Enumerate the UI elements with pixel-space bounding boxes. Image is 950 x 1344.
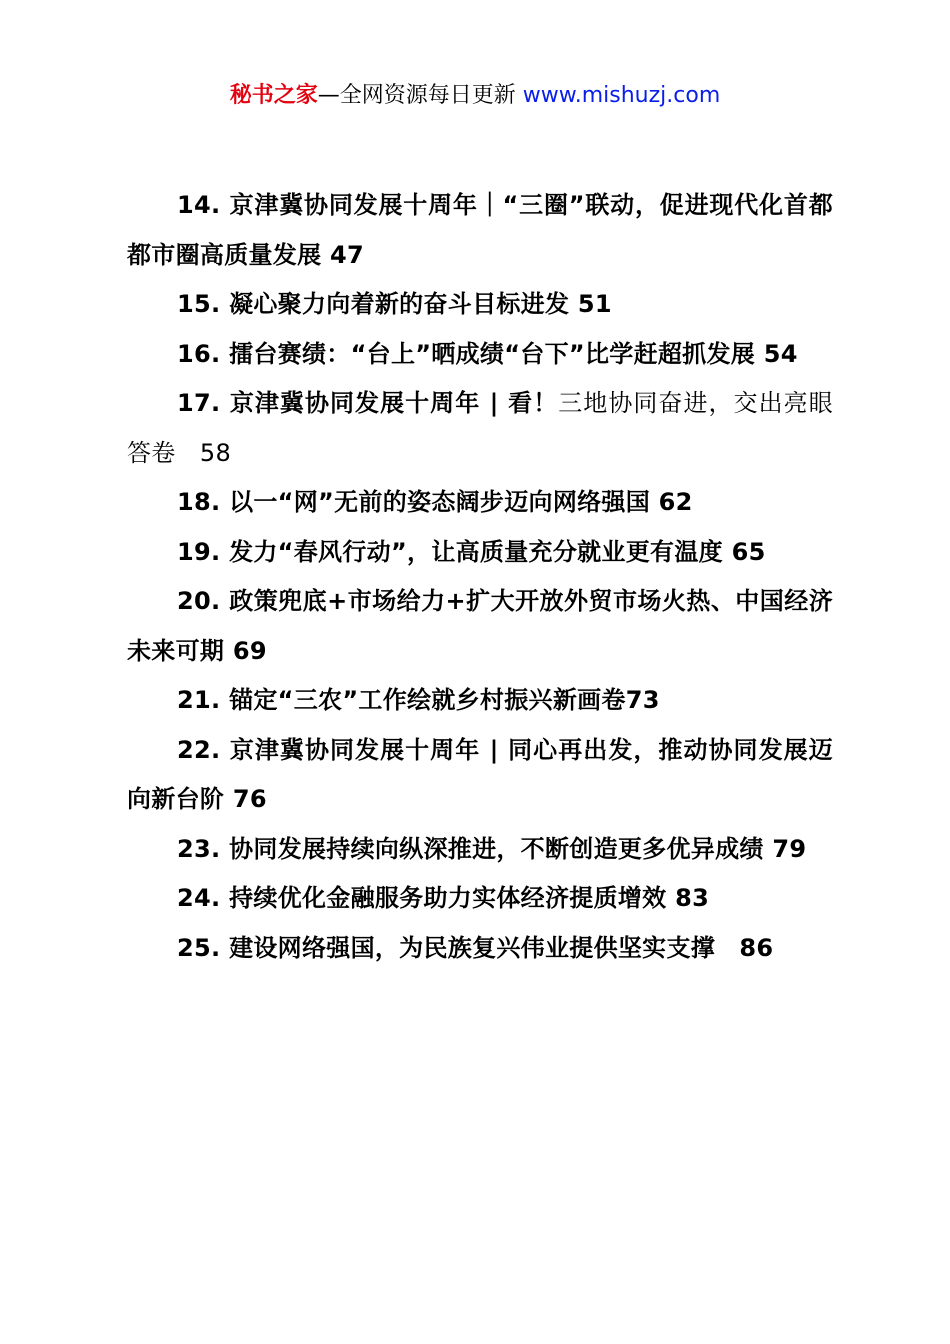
toc-entry-title: 15. 凝心聚力向着新的奋斗目标进发 51 [177,290,612,318]
toc-entry-title: 19. 发力“春风行动”，让高质量充分就业更有温度 65 [177,537,766,566]
table-of-contents [127,181,833,973]
toc-entry-22[interactable] [127,726,833,825]
site-tagline: —全网资源每日更新 [317,83,523,108]
site-brand: 秘书之家 [229,83,318,108]
site-url-link[interactable]: www.mishuzj.com [522,83,721,108]
toc-entry-title: 23. 协同发展持续向纵深推进，不断创造更多优异成绩 79 [177,834,807,863]
toc-entry-21[interactable] [127,676,833,726]
toc-entry-16[interactable] [127,330,833,380]
toc-entry-title: 21. 锚定“三农”工作绘就乡村振兴新画卷73 [177,686,660,714]
toc-entry-25[interactable] [127,924,833,974]
toc-entry-19[interactable] [127,528,833,578]
page-header [0,80,950,112]
toc-entry-title: 17. 京津冀协同发展十周年 | 看！ [177,389,559,417]
toc-entry-title: 16. 擂台赛绩：“台上”晒成绩“台下”比学赶超抓发展 54 [177,339,798,368]
toc-entry-title: 20. 政策兜底+市场给力+扩大开放外贸市场火热、中国经济未来可期 69 [127,587,833,665]
toc-entry-17[interactable] [127,379,833,478]
toc-entry-title: 24. 持续优化金融服务助力实体经济提质增效 83 [177,884,710,912]
toc-entry-24[interactable] [127,874,833,924]
toc-entry-15[interactable] [127,280,833,330]
toc-entry-18[interactable] [127,478,833,528]
toc-entry-title: 14. 京津冀协同发展十周年｜“三圈”联动，促进现代化首都都市圈高质量发展 47 [127,191,833,269]
toc-entry-23[interactable] [127,825,833,875]
toc-entry-14[interactable] [127,181,833,280]
toc-entry-20[interactable] [127,577,833,676]
toc-entry-title: 22. 京津冀协同发展十周年 | 同心再出发，推动协同发展迈向新台阶 76 [127,735,833,813]
toc-entry-title: 18. 以一“网”无前的姿态阔步迈向网络强国 62 [177,488,693,516]
toc-entry-title: 25. 建设网络强国，为民族复兴伟业提供坚实支撑 86 [177,933,774,962]
toc-entry-title-plain: 三地协同奋进，交出亮眼答卷 58 [127,389,833,467]
